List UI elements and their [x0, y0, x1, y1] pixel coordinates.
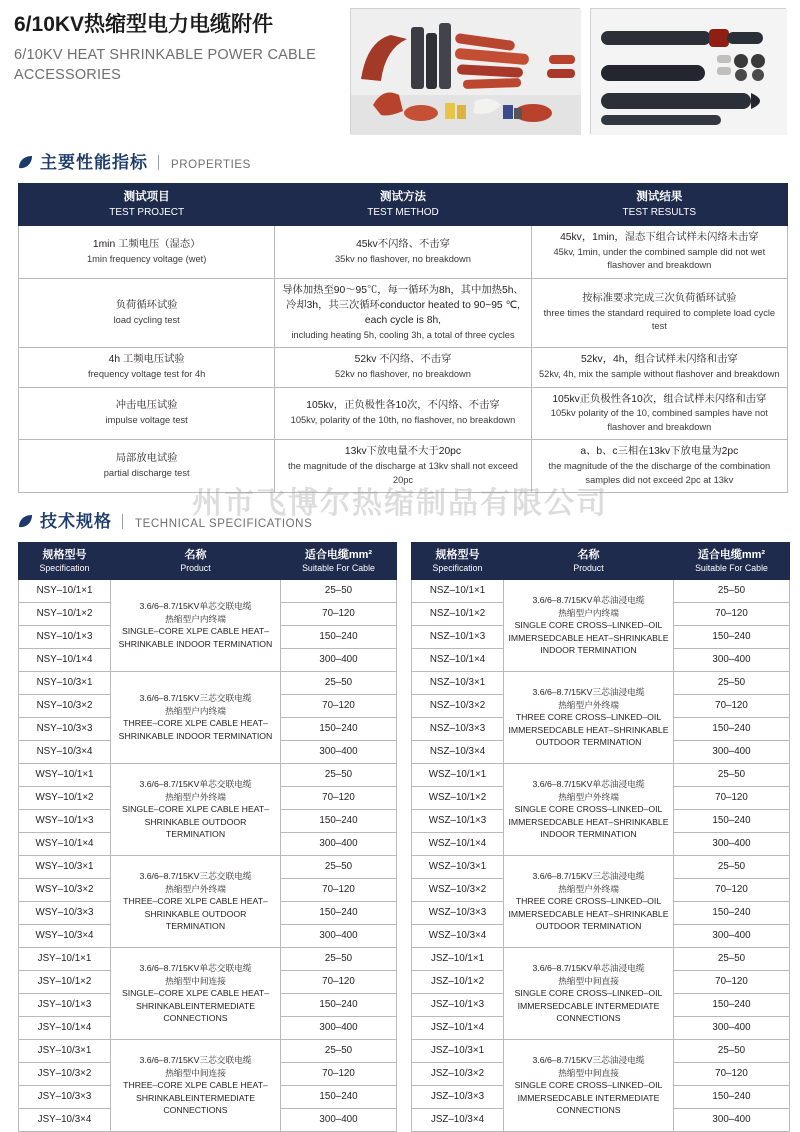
spec-model-cell: NSY–10/1×2 — [19, 602, 111, 625]
spec-product-cell: 3.6/6–8.7/15KV三芯交联电缆 热缩型户内终端 THREE–CORE XLPE CABLE HEAT– SHRINKABLE INDOOR TERMINATION — [111, 671, 281, 763]
spec-cable-cell: 300–400 — [281, 924, 397, 947]
col-test-results — [531, 184, 787, 226]
specification-table-right — [411, 542, 790, 1132]
properties-header-row — [19, 184, 788, 226]
test-project-cn: 负荷循环试验 — [115, 299, 178, 311]
spec-cable-cell: 300–400 — [281, 1108, 397, 1131]
specs-heading-en: TECHNICAL SPECIFICATIONS — [135, 518, 313, 531]
spec-model-cell: JSZ–10/3×3 — [412, 1085, 504, 1108]
test-method-cn: 45kv不闪络、不击穿 — [356, 238, 450, 250]
specs-section-heading — [0, 507, 800, 532]
table-row — [19, 278, 788, 347]
spec-cable-cell: 70–120 — [281, 878, 397, 901]
test-project-en: impulse voltage test — [105, 415, 188, 426]
spec-product-cell: 3.6/6–8.7/15KV单芯交联电缆 热缩型中间连接 SINGLE–CORE XLPE CABLE HEAT– SHRINKABLEINTERMEDIATE CONNECTIONS — [111, 947, 281, 1039]
spec-cable-cell: 70–120 — [281, 602, 397, 625]
table-row — [412, 947, 790, 970]
test-project — [19, 226, 275, 279]
test-result — [531, 226, 787, 279]
spec-product-cell: 3.6/6–8.7/15KV单芯油浸电缆 热缩型中间直接 SINGLE CORE CROSS–LINKED–OIL IMMERSEDCABLE INTERMEDIATE CONNECTIONS — [504, 947, 674, 1039]
col-suitable-cable-en: Suitable For Cable — [695, 562, 768, 573]
test-result-en: 45kv, 1min, under the combined sample did not wet flashover and breakdown — [553, 246, 766, 271]
spec-model-cell: JSZ–10/1×4 — [412, 1016, 504, 1039]
test-method — [275, 278, 531, 347]
spec-cable-cell: 70–120 — [281, 970, 397, 993]
table-row — [19, 855, 397, 878]
test-method-en: 105kv, polarity of the 10th, no flashover, no breakdown — [290, 415, 516, 426]
spec-cable-cell: 25–50 — [281, 671, 397, 694]
spec-product-cell: 3.6/6–8.7/15KV单芯交联电缆 热缩型户内终端 SINGLE–CORE XLPE CABLE HEAT– SHRINKABLE INDOOR TERMINATION — [111, 579, 281, 671]
test-method-cn: 105kv，正负极性各10次，不闪络、不击穿 — [306, 400, 500, 412]
table-row — [412, 579, 790, 602]
spec-model-cell: NSZ–10/1×2 — [412, 602, 504, 625]
spec-cable-cell: 25–50 — [674, 763, 790, 786]
spec-cable-cell: 25–50 — [674, 579, 790, 602]
test-result-en: 105kv polarity of the 10, combined samples have not flashover and breakdown — [550, 408, 768, 432]
spec-cable-cell: 25–50 — [281, 855, 397, 878]
spec-cable-cell: 25–50 — [674, 1039, 790, 1062]
test-result-cn: a、b、c三相在13kv下放电量为2pc — [580, 446, 739, 458]
spec-model-cell: WSZ–10/1×2 — [412, 786, 504, 809]
test-project-cn: 局部放电试验 — [115, 453, 178, 465]
test-result-en: the magnitude of the the discharge of the combination samples did not exceed 2pc at 13kv — [548, 461, 771, 485]
spec-cable-cell: 70–120 — [281, 1062, 397, 1085]
col-suitable-cable-cn: 适合电缆mm² — [304, 549, 373, 562]
spec-cable-cell: 300–400 — [281, 1016, 397, 1039]
spec-cable-cell: 300–400 — [674, 924, 790, 947]
watermark: 州市飞博尔热缩制品有限公司 — [192, 487, 608, 520]
spec-model-cell: WSY–10/1×1 — [19, 763, 111, 786]
test-project-cn: 4h 工频电压试验 — [108, 354, 185, 366]
spec-cable-cell: 25–50 — [281, 763, 397, 786]
test-project — [19, 440, 275, 493]
col-product-cn: 名称 — [577, 549, 600, 562]
spec-product-cell: 3.6/6–8.7/15KV三芯交联电缆 热缩型户外终端 THREE–CORE XLPE CABLE HEAT– SHRINKABLE OUTDOOR TERMINATION — [111, 855, 281, 947]
col-product — [111, 543, 281, 580]
spec-cable-cell: 70–120 — [674, 602, 790, 625]
spec-cable-cell: 25–50 — [674, 855, 790, 878]
test-method-en: 52kv no flashover, no breakdown — [335, 369, 471, 380]
spec-model-cell: WSY–10/3×3 — [19, 901, 111, 924]
spec-product-cell: 3.6/6–8.7/15KV单芯交联电缆 热缩型户外终端 SINGLE–CORE XLPE CABLE HEAT– SHRINKABLE OUTDOOR TERMINATION — [111, 763, 281, 855]
col-test-results-cn: 测试结果 — [636, 191, 683, 203]
spec-cable-cell: 25–50 — [281, 1039, 397, 1062]
spec-model-cell: NSZ–10/1×4 — [412, 648, 504, 671]
spec-model-cell: NSY–10/3×3 — [19, 717, 111, 740]
spec-cable-cell: 150–240 — [674, 625, 790, 648]
col-test-project-en: TEST PROJECT — [109, 206, 185, 218]
spec-model-cell: WSZ–10/1×3 — [412, 809, 504, 832]
test-result-en: three times the standard required to complete load cycle test — [543, 307, 776, 332]
table-row — [19, 763, 397, 786]
spec-model-cell: JSZ–10/1×2 — [412, 970, 504, 993]
col-product — [504, 543, 674, 580]
header-titles — [14, 8, 344, 134]
spec-cable-cell: 70–120 — [674, 694, 790, 717]
spec-cable-cell: 25–50 — [281, 947, 397, 970]
spec-model-cell: WSY–10/3×4 — [19, 924, 111, 947]
spec-model-cell: WSZ–10/3×2 — [412, 878, 504, 901]
col-suitable-cable — [674, 543, 790, 580]
spec-model-cell: NSZ–10/3×3 — [412, 717, 504, 740]
spec-cable-cell: 300–400 — [674, 832, 790, 855]
spec-model-cell: JSY–10/3×1 — [19, 1039, 111, 1062]
spec-model-cell: NSY–10/1×1 — [19, 579, 111, 602]
spec-model-cell: WSZ–10/3×1 — [412, 855, 504, 878]
spec-cable-cell: 300–400 — [674, 1108, 790, 1131]
table-row — [19, 348, 788, 387]
test-result-cn: 按标准要求完成三次负荷循环试验 — [582, 293, 737, 305]
test-project-en: frequency voltage test for 4h — [88, 369, 206, 380]
col-product-en: Product — [573, 562, 604, 573]
spec-model-cell: NSY–10/1×4 — [19, 648, 111, 671]
spec-model-cell: WSY–10/1×2 — [19, 786, 111, 809]
spec-model-cell: JSZ–10/3×1 — [412, 1039, 504, 1062]
spec-cable-cell: 70–120 — [281, 786, 397, 809]
spec-model-cell: NSY–10/3×2 — [19, 694, 111, 717]
spec-model-cell: JSY–10/3×2 — [19, 1062, 111, 1085]
spec-model-cell: WSZ–10/3×3 — [412, 901, 504, 924]
spec-cable-cell: 150–240 — [674, 717, 790, 740]
test-method-cn: 13kv下放电量不大于20pc — [344, 446, 462, 458]
spec-model-cell: WSZ–10/3×4 — [412, 924, 504, 947]
col-test-method — [275, 184, 531, 226]
spec-cable-cell: 300–400 — [281, 832, 397, 855]
col-test-results-en: TEST RESULTS — [622, 206, 697, 218]
col-specification — [412, 543, 504, 580]
col-product-en: Product — [180, 562, 211, 573]
spec-model-cell: NSZ–10/3×1 — [412, 671, 504, 694]
specs-heading-cn: 技术规格 — [40, 512, 112, 532]
red-accessories-illustration — [351, 9, 581, 135]
product-photo-red-accessories — [350, 8, 580, 134]
spec-model-cell: JSY–10/1×4 — [19, 1016, 111, 1039]
spec-cable-cell: 300–400 — [674, 1016, 790, 1039]
specification-table-left — [18, 542, 397, 1132]
spec-cable-cell: 150–240 — [674, 993, 790, 1016]
spec-cable-cell: 150–240 — [281, 717, 397, 740]
spec-model-cell: JSZ–10/1×3 — [412, 993, 504, 1016]
spec-cable-cell: 25–50 — [674, 671, 790, 694]
spec-model-cell: WSZ–10/1×4 — [412, 832, 504, 855]
test-project-en: 1min frequency voltage (wet) — [86, 253, 207, 264]
spec-product-cell: 3.6/6–8.7/15KV三芯油浸电缆 热缩型户外终端 THREE CORE CROSS–LINKED–OIL IMMERSEDCABLE HEAT–SHRINKABLE OUTDOOR TERMINATION — [504, 855, 674, 947]
header-photos — [350, 8, 786, 134]
spec-product-cell: 3.6/6–8.7/15KV三芯油浸电缆 热缩型中间直接 SINGLE CORE CROSS–LINKED–OIL IMMERSEDCABLE INTERMEDIATE CONNECTIONS — [504, 1039, 674, 1131]
test-project — [19, 278, 275, 347]
spec-cable-cell: 70–120 — [674, 878, 790, 901]
spec-right-body — [412, 579, 790, 1131]
page-header — [0, 0, 800, 134]
spec-model-cell: NSY–10/1×3 — [19, 625, 111, 648]
table-row — [19, 671, 397, 694]
test-project-en: partial discharge test — [103, 468, 190, 479]
spec-cable-cell: 25–50 — [674, 947, 790, 970]
col-specification-en: Specification — [39, 562, 90, 573]
test-result — [531, 440, 787, 493]
table-row — [19, 579, 397, 602]
spec-header-row — [412, 543, 790, 580]
test-method — [275, 348, 531, 387]
test-method-en: including heating 5h, cooling 3h, a total of three cycles — [291, 329, 515, 340]
spec-model-cell: NSZ–10/1×1 — [412, 579, 504, 602]
spec-cable-cell: 150–240 — [281, 901, 397, 924]
spec-cable-cell: 150–240 — [281, 1085, 397, 1108]
spec-cable-cell: 150–240 — [674, 809, 790, 832]
heading-divider — [158, 155, 159, 170]
spec-model-cell: JSY–10/1×1 — [19, 947, 111, 970]
spec-cable-cell: 300–400 — [281, 740, 397, 763]
spec-product-cell: 3.6/6–8.7/15KV三芯油浸电缆 热缩型户外终端 THREE CORE CROSS–LINKED–OIL IMMERSEDCABLE HEAT–SHRINKABLE OUTDOOR TERMINATION — [504, 671, 674, 763]
col-specification — [19, 543, 111, 580]
spec-model-cell: JSY–10/3×4 — [19, 1108, 111, 1131]
spec-product-cell: 3.6/6–8.7/15KV单芯油浸电缆 热缩型户外终端 SINGLE CORE CROSS–LINKED–OIL IMMERSEDCABLE HEAT–SHRINKABLE INDOOR TERMINATION — [504, 763, 674, 855]
col-specification-cn: 规格型号 — [435, 549, 480, 562]
test-method-cn: 52kv 不闪络、不击穿 — [354, 354, 452, 366]
test-result — [531, 278, 787, 347]
spec-cable-cell: 25–50 — [281, 579, 397, 602]
test-project-cn: 冲击电压试验 — [115, 400, 178, 412]
table-row — [412, 671, 790, 694]
col-test-project-cn: 测试项目 — [123, 191, 170, 203]
test-project — [19, 387, 275, 440]
spec-model-cell: NSZ–10/1×3 — [412, 625, 504, 648]
test-method — [275, 440, 531, 493]
spec-model-cell: WSY–10/1×4 — [19, 832, 111, 855]
spec-cable-cell: 70–120 — [674, 1062, 790, 1085]
spec-cable-cell: 150–240 — [281, 625, 397, 648]
spec-product-cell: 3.6/6–8.7/15KV单芯油浸电缆 热缩型户内终端 SINGLE CORE CROSS–LINKED–OIL IMMERSEDCABLE HEAT–SHRINKABLE INDOOR TERMINATION — [504, 579, 674, 671]
heading-divider — [122, 514, 123, 529]
table-row — [19, 1039, 397, 1062]
col-specification-en: Specification — [432, 562, 483, 573]
test-project-en: load cycling test — [113, 314, 180, 325]
spec-header-row — [19, 543, 397, 580]
table-row — [19, 440, 788, 493]
spec-model-cell: JSY–10/3×3 — [19, 1085, 111, 1108]
product-photo-black-accessories — [590, 8, 786, 134]
spec-model-cell: WSY–10/3×1 — [19, 855, 111, 878]
spec-cable-cell: 150–240 — [674, 1085, 790, 1108]
test-result — [531, 348, 787, 387]
leaf-icon — [18, 514, 33, 529]
spec-model-cell: WSY–10/3×2 — [19, 878, 111, 901]
col-test-method-en: TEST METHOD — [367, 206, 439, 218]
col-suitable-cable-cn: 适合电缆mm² — [697, 549, 766, 562]
table-row — [412, 855, 790, 878]
properties-heading-cn: 主要性能指标 — [40, 153, 148, 172]
table-row — [19, 226, 788, 279]
spec-model-cell: NSY–10/3×4 — [19, 740, 111, 763]
spec-model-cell: JSZ–10/3×4 — [412, 1108, 504, 1131]
spec-cable-cell: 300–400 — [674, 648, 790, 671]
test-method-en: 35kv no flashover, no breakdown — [335, 253, 471, 264]
spec-model-cell: WSY–10/1×3 — [19, 809, 111, 832]
table-row — [412, 1039, 790, 1062]
properties-section-heading — [0, 148, 800, 173]
test-project-cn: 1min 工频电压（湿态） — [92, 238, 201, 250]
test-method — [275, 387, 531, 440]
spec-left-body — [19, 579, 397, 1131]
properties-table — [18, 183, 788, 493]
table-row — [412, 763, 790, 786]
spec-cable-cell: 70–120 — [674, 970, 790, 993]
spec-cable-cell: 300–400 — [674, 740, 790, 763]
spec-cable-cell: 70–120 — [674, 786, 790, 809]
spec-cable-cell: 300–400 — [281, 648, 397, 671]
spec-model-cell: JSY–10/1×3 — [19, 993, 111, 1016]
test-project — [19, 348, 275, 387]
spec-model-cell: NSZ–10/3×2 — [412, 694, 504, 717]
leaf-icon — [18, 155, 33, 170]
properties-heading-en: PROPERTIES — [171, 159, 251, 171]
spec-cable-cell: 70–120 — [281, 694, 397, 717]
spec-cable-cell: 150–240 — [281, 809, 397, 832]
page-title-en: 6/10KV HEAT SHRINKABLE POWER CABLE ACCESSORIES — [14, 47, 317, 83]
test-result-cn: 105kv正负极性各10次，组合试样未闪络和击穿 — [552, 393, 767, 405]
spec-model-cell: WSZ–10/1×1 — [412, 763, 504, 786]
spec-cable-cell: 150–240 — [674, 901, 790, 924]
col-product-cn: 名称 — [184, 549, 207, 562]
spec-model-cell: NSY–10/3×1 — [19, 671, 111, 694]
page-title-cn: 6/10KV热缩型电力电缆附件 — [14, 13, 274, 36]
test-result-en: 52kv, 4h, mix the sample without flashover and breakdown — [539, 369, 780, 380]
spec-cable-cell: 150–240 — [281, 993, 397, 1016]
test-method — [275, 226, 531, 279]
spec-model-cell: JSZ–10/1×1 — [412, 947, 504, 970]
test-method-cn: 导体加热至90～95℃，每一循环为8h，其中加热5h、冷却3h，共三次循环conductor heated to 90~95 ℃, each cycle is 8h, — [282, 284, 524, 326]
table-row — [19, 947, 397, 970]
properties-body — [19, 226, 788, 493]
col-specification-cn: 规格型号 — [42, 549, 87, 562]
spec-model-cell: NSZ–10/3×4 — [412, 740, 504, 763]
spec-model-cell: JSY–10/1×2 — [19, 970, 111, 993]
col-suitable-cable-en: Suitable For Cable — [302, 562, 375, 573]
test-result-cn: 45kv，1min，湿态下组合试样未闪络未击穿 — [560, 232, 759, 244]
spec-model-cell: JSZ–10/3×2 — [412, 1062, 504, 1085]
col-test-project — [19, 184, 275, 226]
test-result — [531, 387, 787, 440]
col-suitable-cable — [281, 543, 397, 580]
specs-tables — [18, 542, 788, 1132]
black-accessories-illustration — [591, 9, 787, 135]
spec-product-cell: 3.6/6–8.7/15KV三芯交联电缆 热缩型中间连接 THREE–CORE XLPE CABLE HEAT– SHRINKABLEINTERMEDIATE CONNECTIONS — [111, 1039, 281, 1131]
test-method-en: the magnitude of the discharge at 13kv shall not exceed 20pc — [287, 461, 518, 485]
table-row — [19, 387, 788, 440]
col-test-method-cn: 测试方法 — [379, 191, 426, 203]
test-result-cn: 52kv，4h，组合试样未闪络和击穿 — [580, 354, 738, 366]
